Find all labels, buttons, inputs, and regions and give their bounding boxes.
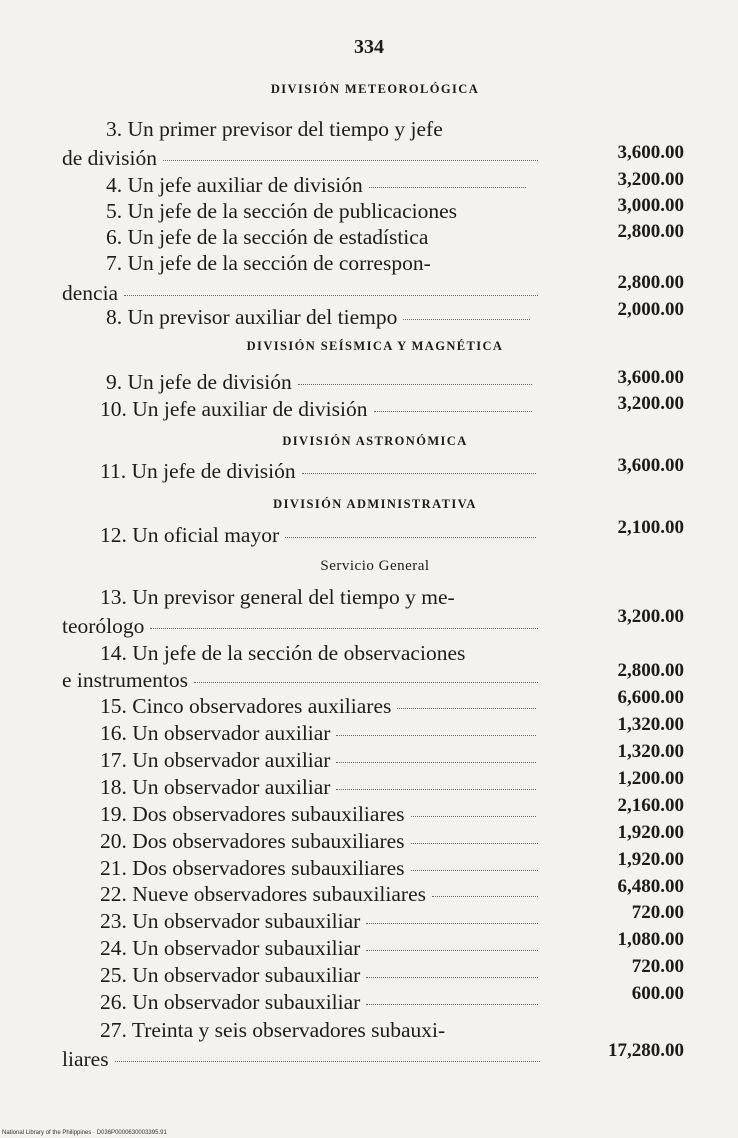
leader-dots	[285, 537, 536, 538]
leader-dots	[374, 411, 533, 412]
item-19-amount: 2,160.00	[617, 795, 684, 816]
leader-dots	[194, 682, 538, 683]
item-5-amount: 3,000.00	[617, 195, 684, 216]
item-27-amount: 17,280.00	[608, 1040, 684, 1061]
page-number: 334	[354, 36, 384, 58]
item-13-line2	[62, 614, 542, 639]
item-14-amount: 2,800.00	[617, 660, 684, 681]
leader-dots	[432, 896, 538, 897]
leader-dots	[298, 384, 532, 385]
item-24-text: 24. Un observador subauxiliar	[100, 936, 361, 960]
item-19	[100, 802, 540, 827]
item-22-text: 22. Nueve observadores subauxiliares	[100, 882, 426, 906]
item-9-text: 9. Un jefe de división	[106, 370, 292, 394]
item-15-amount: 6,600.00	[617, 687, 684, 708]
item-25-text: 25. Un observador subauxiliar	[100, 963, 361, 987]
item-3-text: de división	[62, 146, 157, 170]
item-4-amount: 3,200.00	[617, 169, 684, 190]
leader-dots	[366, 977, 538, 978]
item-18-amount: 1,200.00	[617, 768, 684, 789]
section-heading-servicio-general: Servicio General	[320, 558, 430, 574]
item-12-text: 12. Un oficial mayor	[100, 523, 280, 547]
item-14-line2	[62, 668, 542, 693]
scan-footer: National Library of the Philippines · D036P0000630003395.91	[2, 1130, 167, 1136]
item-9	[106, 370, 536, 395]
item-18	[100, 775, 540, 800]
leader-dots	[366, 923, 538, 924]
item-22-amount: 6,480.00	[617, 876, 684, 897]
item-23	[100, 909, 542, 934]
section-heading-sismica: DIVISIÓN SEÍSMICA Y MAGNÉTICA	[246, 339, 504, 353]
item-18-text: 18. Un observador auxiliar	[100, 775, 331, 799]
item-14-text: e instrumentos	[62, 668, 188, 692]
item-7-text: dencia	[62, 281, 119, 305]
item-17-text: 17. Un observador auxiliar	[100, 748, 331, 772]
section-heading-astronomica: DIVISIÓN ASTRONÓMICA	[282, 434, 468, 448]
leader-dots	[336, 762, 536, 763]
item-27-line1: 27. Treinta y seis observadores subauxi-	[100, 1018, 446, 1042]
item-13-line1: 13. Un previsor general del tiempo y me-	[100, 585, 455, 609]
leader-dots	[366, 950, 538, 951]
item-13-text: teorólogo	[62, 614, 145, 638]
item-7-amount: 2,800.00	[617, 272, 684, 293]
item-16	[100, 721, 540, 746]
item-27-line2	[62, 1047, 544, 1072]
item-21	[100, 856, 542, 881]
leader-dots	[163, 160, 538, 161]
leader-dots	[124, 295, 538, 296]
item-23-amount: 720.00	[631, 902, 684, 923]
item-7-line1: 7. Un jefe de la sección de correspon-	[106, 251, 431, 275]
item-7-line2	[62, 281, 542, 306]
item-3-amount: 3,600.00	[617, 142, 684, 163]
leader-dots	[369, 187, 526, 188]
item-4-text: 4. Un jefe auxiliar de división	[106, 173, 363, 197]
item-26-text: 26. Un observador subauxiliar	[100, 990, 361, 1014]
leader-dots	[411, 870, 538, 871]
leader-dots	[336, 789, 536, 790]
item-4	[106, 173, 530, 198]
item-3-line2	[62, 146, 542, 171]
item-10-text: 10. Un jefe auxiliar de división	[100, 397, 368, 421]
leader-dots	[397, 708, 536, 709]
item-15-text: 15. Cinco observadores auxiliares	[100, 694, 392, 718]
item-9-amount: 3,600.00	[617, 367, 684, 388]
item-17	[100, 748, 540, 773]
item-21-text: 21. Dos observadores subauxiliares	[100, 856, 405, 880]
section-heading-administrativa: DIVISIÓN ADMINISTRATIVA	[273, 497, 477, 511]
item-3-line1: 3. Un primer previsor del tiempo y jefe	[106, 117, 443, 141]
item-24-amount: 1,080.00	[617, 929, 684, 950]
item-16-text: 16. Un observador auxiliar	[100, 721, 331, 745]
item-10-amount: 3,200.00	[617, 393, 684, 414]
item-10	[100, 397, 536, 422]
leader-dots	[411, 843, 538, 844]
item-8-amount: 2,000.00	[617, 299, 684, 320]
item-20-amount: 1,920.00	[617, 822, 684, 843]
item-8	[106, 305, 534, 330]
item-11-text: 11. Un jefe de división	[100, 459, 296, 483]
section-heading-meteorologica: DIVISIÓN METEOROLÓGICA	[270, 82, 480, 96]
item-27-text: liares	[62, 1047, 109, 1071]
item-21-amount: 1,920.00	[617, 849, 684, 870]
item-25-amount: 720.00	[631, 956, 684, 977]
item-23-text: 23. Un observador subauxiliar	[100, 909, 361, 933]
item-6: 6. Un jefe de la sección de estadística	[106, 225, 429, 249]
item-16-amount: 1,320.00	[617, 714, 684, 735]
item-14-line1: 14. Un jefe de la sección de observaciones	[100, 641, 466, 665]
item-12	[100, 523, 540, 548]
item-6-amount: 2,800.00	[617, 221, 684, 242]
item-20	[100, 829, 542, 854]
item-25	[100, 963, 542, 988]
item-19-text: 19. Dos observadores subauxiliares	[100, 802, 405, 826]
item-11-amount: 3,600.00	[617, 455, 684, 476]
item-11	[100, 459, 540, 484]
leader-dots	[115, 1061, 540, 1062]
item-13-amount: 3,200.00	[617, 606, 684, 627]
leader-dots	[302, 473, 536, 474]
item-26-amount: 600.00	[631, 983, 684, 1004]
item-26	[100, 990, 542, 1015]
item-5: 5. Un jefe de la sección de publicaciones	[106, 199, 458, 223]
item-12-amount: 2,100.00	[617, 517, 684, 538]
item-15	[100, 694, 540, 719]
leader-dots	[366, 1004, 538, 1005]
leader-dots	[403, 319, 530, 320]
leader-dots	[150, 628, 538, 629]
leader-dots	[411, 816, 536, 817]
item-20-text: 20. Dos observadores subauxiliares	[100, 829, 405, 853]
item-24	[100, 936, 542, 961]
leader-dots	[336, 735, 536, 736]
item-22	[100, 882, 542, 907]
item-8-text: 8. Un previsor auxiliar del tiempo	[106, 305, 398, 329]
item-17-amount: 1,320.00	[617, 741, 684, 762]
